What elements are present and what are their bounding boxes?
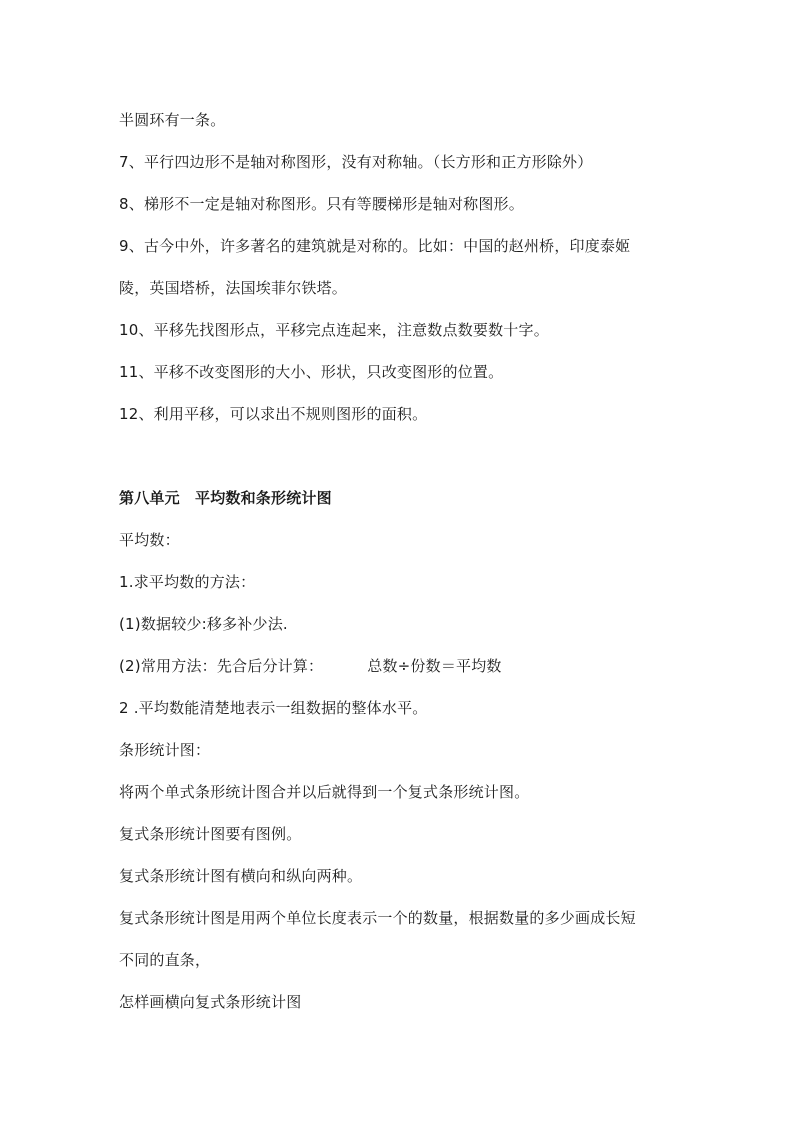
text-line: 平均数：	[119, 531, 180, 549]
text-line: 复式条形统计图是用两个单位长度表示一个的数量，根据数量的多少画成长短	[119, 909, 636, 927]
text-line: 11、平移不改变图形的大小、形状，只改变图形的位置。	[119, 363, 504, 381]
text-line: 怎样画横向复式条形统计图	[119, 993, 302, 1011]
formula: 总数÷份数＝平均数	[367, 657, 502, 675]
text-line: 复式条形统计图要有图例。	[119, 825, 302, 843]
text-line: 9、古今中外，许多著名的建筑就是对称的。比如：中国的赵州桥，印度泰姬	[119, 237, 631, 255]
text-line: 10、平移先找图形点，平移完点连起来，注意数点数要数十字。	[119, 321, 549, 339]
text-line: 12、利用平移，可以求出不规则图形的面积。	[119, 405, 428, 423]
text-line: (1)数据较少:移多补少法.	[119, 615, 288, 633]
text-line: 不同的直条，	[119, 951, 211, 969]
text-line: 将两个单式条形统计图合并以后就得到一个复式条形统计图。	[119, 783, 530, 801]
text-line: 1.求平均数的方法：	[119, 573, 256, 591]
text-line: 半圆环有一条。	[119, 111, 226, 129]
text-line: 陵，英国塔桥，法国埃菲尔铁塔。	[119, 279, 348, 297]
text-line: 8、梯形不一定是轴对称图形。只有等腰梯形是轴对称图形。	[119, 195, 524, 213]
text-line: 2 .平均数能清楚地表示一组数据的整体水平。	[119, 699, 428, 717]
text-line: 7、平行四边形不是轴对称图形，没有对称轴。（长方形和正方形除外）	[119, 153, 593, 171]
method-label: (2)常用方法：先合后分计算：	[119, 657, 324, 675]
text-line	[119, 656, 502, 676]
unit-heading: 第八单元 平均数和条形统计图	[119, 489, 332, 507]
text-line: 条形统计图：	[119, 741, 211, 759]
text-line: 复式条形统计图有横向和纵向两种。	[119, 867, 363, 885]
